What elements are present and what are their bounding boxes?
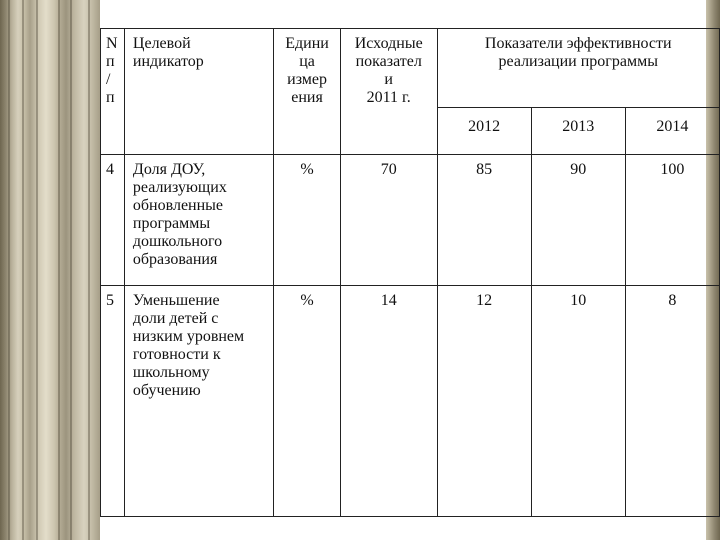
header-year-2014: 2014 <box>625 108 719 155</box>
header-year-2012: 2012 <box>437 108 531 155</box>
header-target-group: Показатели эффективности реализации программы <box>437 29 720 108</box>
row-baseline: 14 <box>340 286 437 517</box>
header-num: N п / п <box>101 29 125 155</box>
indicator-table <box>100 28 720 517</box>
table-header-row <box>101 29 720 108</box>
row-value-2012: 12 <box>437 286 531 517</box>
row-indicator: Уменьшение доли детей с низким уровнем готовности к школьному обучению <box>124 286 273 517</box>
header-indicator: Целевой индикатор <box>124 29 273 155</box>
header-year-2013: 2013 <box>531 108 625 155</box>
row-unit: % <box>274 286 341 517</box>
table-row <box>101 286 720 517</box>
row-value-2013: 10 <box>531 286 625 517</box>
row-num: 4 <box>101 155 125 286</box>
row-unit: % <box>274 155 341 286</box>
row-baseline: 70 <box>340 155 437 286</box>
header-baseline: Исходные показател и 2011 г. <box>340 29 437 155</box>
row-value-2013: 90 <box>531 155 625 286</box>
row-indicator: Доля ДОУ, реализующих обновленные программы дошкольного образования <box>124 155 273 286</box>
row-value-2014: 100 <box>625 155 719 286</box>
document-page <box>100 28 720 517</box>
header-unit: Едини ца измер ения <box>274 29 341 155</box>
table-row <box>101 155 720 286</box>
row-value-2012: 85 <box>437 155 531 286</box>
decorative-left-border <box>0 0 100 540</box>
row-value-2014: 8 <box>625 286 719 517</box>
row-num: 5 <box>101 286 125 517</box>
